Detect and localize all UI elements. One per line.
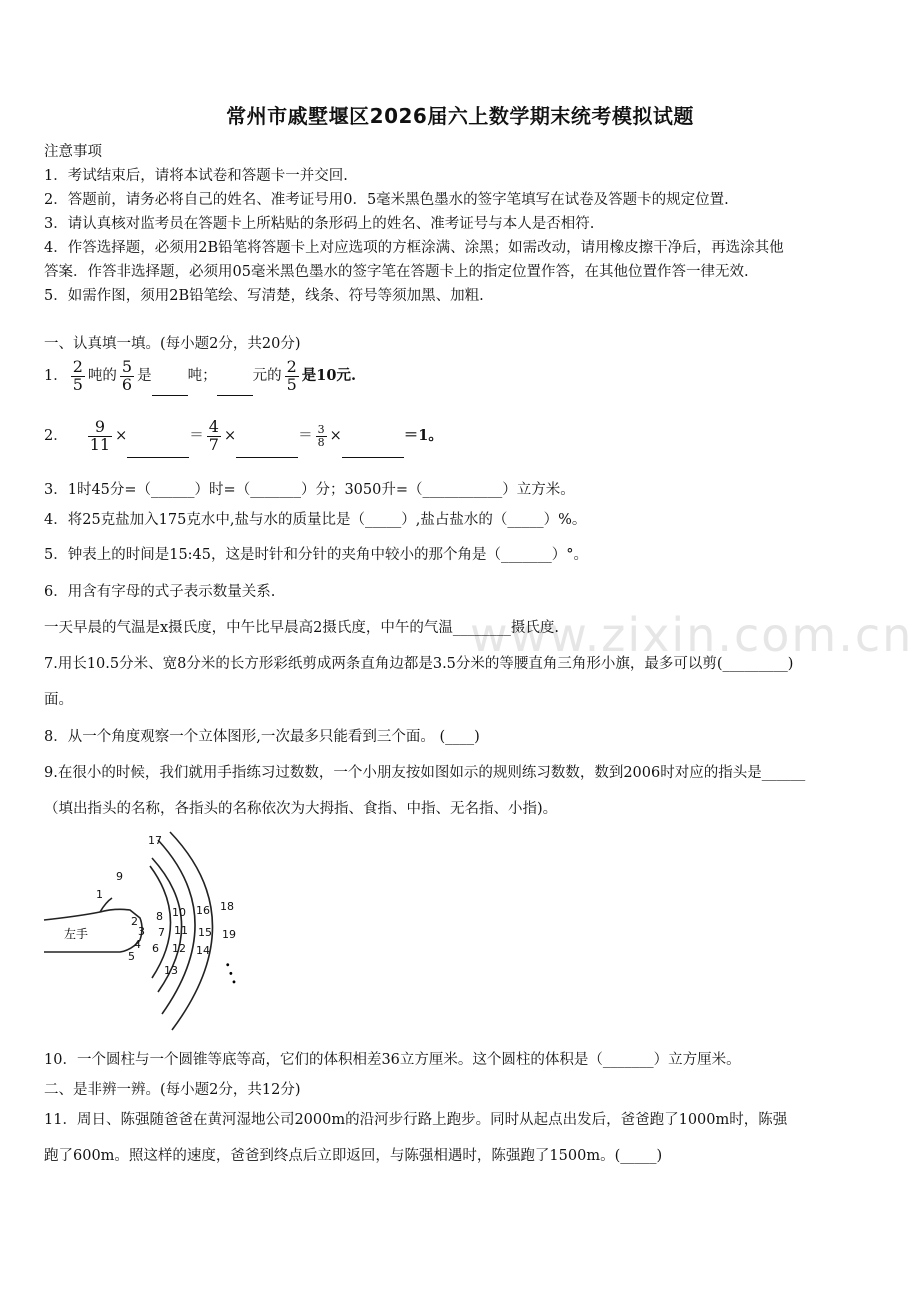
- question-9-cont: （填出指头的名称，各指头的名称依次为大拇指、食指、中指、无名指、小指)。: [44, 801, 558, 817]
- finger-number: 3: [138, 925, 145, 938]
- question-6-text: 一天早晨的气温是x摄氏度，中午比早晨高2摄氏度，中午的气温________摄氏度.: [44, 620, 560, 636]
- note-item: 答案．作答非选择题，必须用05毫米黑色墨水的签字笔在答题卡上的指定位置作答，在其他位置作答一律无效.: [44, 264, 749, 280]
- question-11-cont: 跑了600m。照这样的速度，爸爸到终点后立即返回，与陈强相遇时，陈强跑了1500m。(_____): [44, 1148, 663, 1164]
- question-number: 1．: [44, 368, 68, 384]
- fraction: $\frac{2}{5}$: [72, 356, 83, 394]
- hand-outline: [44, 909, 142, 952]
- fraction: $\frac{2}{5}$: [286, 356, 297, 394]
- finger-number: 4: [134, 938, 141, 951]
- finger-number: 2: [131, 915, 138, 928]
- question-3: 3．1时45分=（______）时=（_______）分；3050升=（___________）立方米。: [44, 482, 575, 498]
- fraction: $\frac{4}{7}$: [208, 416, 219, 454]
- finger-number: 7: [158, 926, 165, 939]
- note-item: 2．答题前，请务必将自己的姓名、准考证号用0．5毫米黑色墨水的签字笔填写在试卷及答题卡的规定位置.: [44, 192, 729, 208]
- question-8: 8．从一个角度观察一个立体图形,一次最多只能看到三个面。 (____): [44, 729, 480, 745]
- finger-number: 9: [116, 870, 123, 883]
- question-7: 7.用长10.5分米、宽8分米的长方形彩纸剪成两条直角边都是3.5分米的等腰直角三角形小旗，最多可以剪(_________): [44, 656, 794, 672]
- answer-blank[interactable]: [127, 457, 189, 458]
- note-item: 5．如需作图，须用2B铅笔绘、写清楚，线条、符号等须加黑、加粗.: [44, 288, 484, 304]
- question-10: 10．一个圆柱与一个圆锥等底等高，它们的体积相差36立方厘米。这个圆柱的体积是（_______）立方厘米。: [44, 1052, 741, 1068]
- page-title: 常州市戚墅堰区2026届六上数学期末统考模拟试题: [226, 104, 694, 128]
- hand-counting-figure: [40, 828, 250, 1038]
- question-2: 2． $\frac{9}{11}$ × ＝ $\frac{4}{7}$ × ＝ $\frac{3}{8}$ × ＝1。: [44, 414, 443, 458]
- hand-label: 左手: [64, 927, 89, 941]
- watermark: www.zixin.com.cn: [470, 608, 914, 662]
- question-4: 4．将25克盐加入175克水中,盐与水的质量比是（_____）,盐占盐水的（_____）%。: [44, 512, 587, 528]
- note-item: 1．考试结束后，请将本试卷和答题卡一并交回.: [44, 168, 348, 184]
- note-item: 3．请认真核对监考员在答题卡上所粘贴的条形码上的姓名、准考证号与本人是否相符.: [44, 216, 595, 232]
- finger-number: 17: [148, 834, 162, 847]
- finger-number: 11: [174, 924, 188, 937]
- finger-number: 15: [198, 926, 212, 939]
- finger-number: 14: [196, 944, 210, 957]
- answer-blank[interactable]: [342, 457, 404, 458]
- continuation-dots: • • •: [220, 960, 240, 987]
- answer-blank[interactable]: [217, 395, 253, 396]
- fraction: $\frac{5}{6}$: [121, 356, 133, 394]
- question-9: 9.在很小的时候，我们就用手指练习过数数，一个小朋友按如图如示的规则练习数数，数到2006时对应的指头是______: [44, 765, 806, 781]
- question-11: 11．周日、陈强随爸爸在黄河湿地公司2000m的沿河步行路上跑步。同时从起点出发后，爸爸跑了1000m时，陈强: [44, 1112, 788, 1128]
- fraction: $\frac{9}{11}$: [89, 416, 111, 454]
- question-6: 6．用含有字母的式子表示数量关系.: [44, 584, 276, 600]
- finger-number: 18: [220, 900, 234, 913]
- finger-number: 12: [172, 942, 186, 955]
- finger-number: 1: [96, 888, 103, 901]
- finger-number: 5: [128, 950, 135, 963]
- answer-blank[interactable]: [152, 395, 188, 396]
- notes-header: 注意事项: [44, 144, 102, 160]
- finger-number: 6: [152, 942, 159, 955]
- note-item: 4．作答选择题，必须用2B铅笔将答题卡上对应选项的方框涂满、涂黑；如需改动，请用橡皮擦干净后，再选涂其他: [44, 240, 784, 256]
- finger-number: 8: [156, 910, 163, 923]
- question-1: 1． $\frac{2}{5}$ 吨的 $\frac{5}{6}$ 是 吨； 元的 $\frac{2}{5}$ 是10元.: [44, 356, 356, 396]
- question-5: 5．钟表上的时间是15:45，这是时针和分针的夹角中较小的那个角是（_______）°。: [44, 547, 589, 563]
- finger-number: 10: [172, 906, 186, 919]
- question-7-cont: 面。: [44, 692, 73, 708]
- section-heading: 一、认真填一填。(每小题2分，共20分): [44, 336, 301, 352]
- fraction: $\frac{3}{8}$: [317, 422, 325, 449]
- finger-number: 16: [196, 904, 210, 917]
- answer-blank[interactable]: [236, 457, 298, 458]
- section-heading: 二、是非辨一辨。(每小题2分，共12分): [44, 1082, 301, 1098]
- question-number: 2．: [44, 428, 68, 444]
- finger-number: 13: [164, 964, 178, 977]
- finger-number: 19: [222, 928, 236, 941]
